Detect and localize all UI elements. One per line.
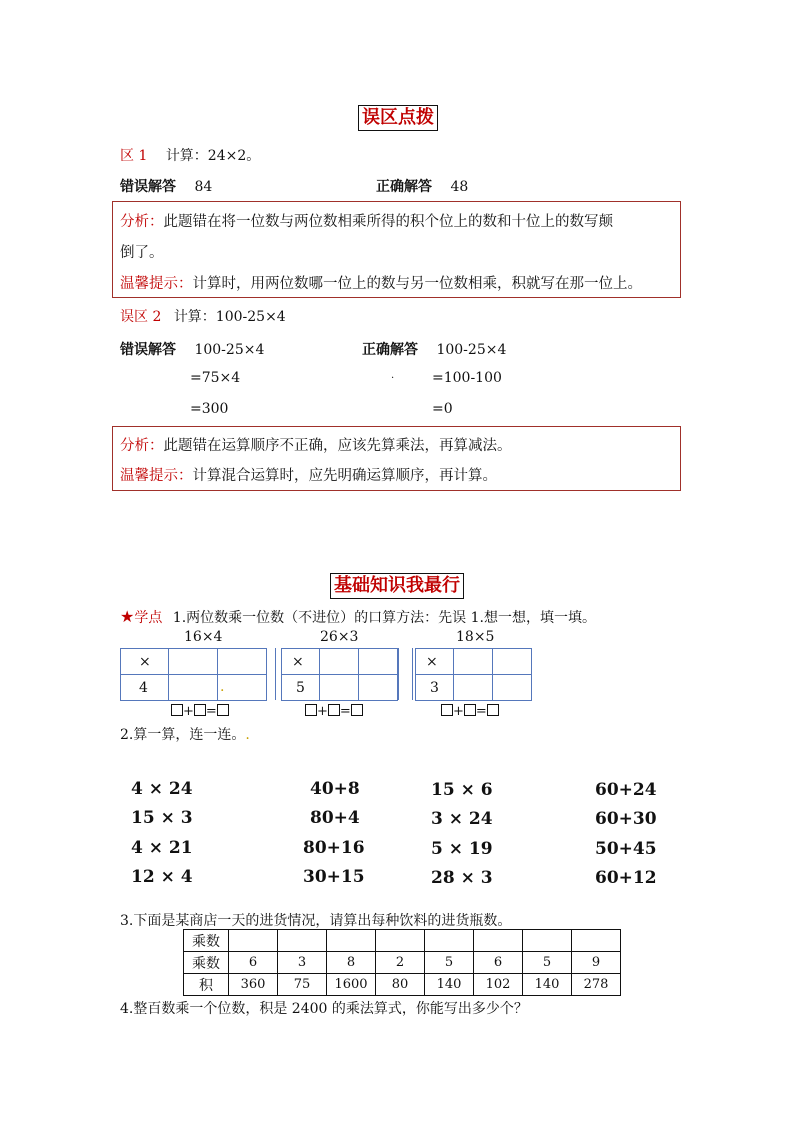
match-item[interactable]: 30+15 bbox=[303, 867, 365, 887]
match-item[interactable]: 80+4 bbox=[310, 808, 360, 828]
question-1-label: 区 1 bbox=[120, 148, 148, 164]
table-cell: 5 bbox=[523, 952, 572, 974]
plus-sign: + bbox=[317, 704, 328, 719]
table-cell: 6 bbox=[229, 952, 278, 974]
answer-box-icon[interactable] bbox=[194, 704, 206, 716]
intro-line bbox=[120, 607, 596, 627]
table-cell: 278 bbox=[572, 974, 621, 996]
grid-3-blank-d[interactable] bbox=[493, 675, 532, 701]
right-answer-value: 48 bbox=[450, 179, 469, 195]
q4-title: 4.整百数乘一个位数，积是 2400 的乘法算式，你能写出多少个？ bbox=[120, 1001, 528, 1017]
blank-cell[interactable] bbox=[327, 930, 376, 952]
question-2-text: 计算：100-25×4 bbox=[173, 309, 286, 325]
grid-3-op: × bbox=[426, 653, 438, 670]
q2-analysis-line bbox=[120, 434, 512, 455]
grid-1-blank-d[interactable] bbox=[218, 675, 267, 701]
equals-sign: = bbox=[205, 704, 217, 719]
tip-label: 温馨提示： bbox=[120, 468, 193, 484]
q2-title bbox=[120, 724, 250, 744]
equals-sign: = bbox=[339, 704, 351, 719]
tip-text: 计算时，用两位数哪一位上的数与另一位数相乘，积就写在那一位上。 bbox=[192, 276, 642, 292]
plus-sign: + bbox=[453, 704, 464, 719]
grid-1-blank-c[interactable] bbox=[169, 675, 218, 701]
q1-tip-line bbox=[120, 272, 642, 293]
table-cell: 1600 bbox=[327, 974, 376, 996]
grid-2-blank-c[interactable] bbox=[320, 675, 359, 701]
q2-tip-line bbox=[120, 464, 497, 485]
grid-2-blank-b[interactable] bbox=[359, 649, 398, 675]
table-cell: 140 bbox=[523, 974, 572, 996]
grid-1-expr: 16×4 bbox=[184, 629, 223, 645]
q1-analysis-box bbox=[112, 201, 681, 298]
section-title-mistakes: 误区点拨 bbox=[358, 105, 438, 131]
answer-box-icon[interactable] bbox=[464, 704, 476, 716]
grid-1-num: 4 bbox=[139, 679, 148, 696]
grid-2 bbox=[281, 648, 398, 701]
grid-3-blank-a[interactable] bbox=[454, 649, 493, 675]
q2-dot: . bbox=[245, 727, 250, 743]
right-answer-label: 正确解答 bbox=[362, 342, 418, 358]
match-item[interactable]: 60+24 bbox=[595, 780, 657, 800]
match-item[interactable]: 60+30 bbox=[595, 809, 657, 829]
answer-box-icon[interactable] bbox=[487, 704, 499, 716]
blank-cell[interactable] bbox=[523, 930, 572, 952]
grid-2-blank-a[interactable] bbox=[320, 649, 359, 675]
analysis-label: 分析： bbox=[120, 214, 164, 230]
answer-box-icon[interactable] bbox=[441, 704, 453, 716]
table-cell: 140 bbox=[425, 974, 474, 996]
table-cell: 6 bbox=[474, 952, 523, 974]
grid-3-expr: 18×5 bbox=[456, 629, 495, 645]
match-item[interactable]: 5 × 19 bbox=[431, 839, 493, 859]
grid-2-op: × bbox=[292, 653, 304, 670]
answer-box-icon[interactable] bbox=[305, 704, 317, 716]
blank-cell[interactable] bbox=[572, 930, 621, 952]
wrong-answer-label: 错误解答 bbox=[120, 342, 176, 358]
right-answer-expr: 100-25×4 bbox=[436, 342, 507, 358]
table-row bbox=[184, 930, 621, 952]
section-title-basics: 基础知识我最行 bbox=[330, 573, 464, 599]
grid-3-blank-c[interactable] bbox=[454, 675, 493, 701]
grid-2-formula bbox=[305, 704, 363, 719]
match-item[interactable]: 4 × 21 bbox=[131, 838, 193, 858]
table-cell: 3 bbox=[278, 952, 327, 974]
grid-separator-1 bbox=[266, 648, 276, 700]
star-label: 学点 bbox=[134, 610, 163, 626]
grid-1-formula bbox=[171, 704, 229, 719]
row-label: 乘数 bbox=[184, 952, 229, 974]
analysis-label: 分析： bbox=[120, 438, 164, 454]
row-label: 乘数 bbox=[184, 930, 229, 952]
match-item[interactable]: 50+45 bbox=[595, 839, 657, 859]
match-item[interactable]: 28 × 3 bbox=[431, 868, 493, 888]
blank-cell[interactable] bbox=[278, 930, 327, 952]
wrong-step-2: =300 bbox=[190, 401, 229, 417]
equals-sign: = bbox=[475, 704, 487, 719]
tip-label: 温馨提示： bbox=[120, 276, 193, 292]
right-answer-label: 正确解答 bbox=[376, 179, 432, 195]
grid-2-num: 5 bbox=[296, 679, 305, 696]
table-cell: 360 bbox=[229, 974, 278, 996]
q1-analysis-line1 bbox=[120, 210, 613, 231]
blank-cell[interactable] bbox=[229, 930, 278, 952]
answer-box-icon[interactable] bbox=[171, 704, 183, 716]
answer-box-icon[interactable] bbox=[217, 704, 229, 716]
right-step-2: =0 bbox=[432, 401, 453, 417]
table-cell: 75 bbox=[278, 974, 327, 996]
grid-2-blank-d[interactable] bbox=[359, 675, 398, 701]
wrong-step-1: =75×4 bbox=[190, 370, 241, 386]
question-1 bbox=[120, 145, 260, 165]
q1-analysis-line2: 倒了。 bbox=[120, 245, 164, 261]
table-cell: 9 bbox=[572, 952, 621, 974]
star-icon: ★ bbox=[120, 607, 135, 626]
plus-sign: + bbox=[183, 704, 194, 719]
grid-1-op: × bbox=[139, 653, 151, 670]
answer-box-icon[interactable] bbox=[328, 704, 340, 716]
question-2-label: 误区 2 bbox=[120, 309, 162, 325]
grid-separator-2 bbox=[398, 648, 413, 700]
stray-dot: . bbox=[391, 370, 395, 381]
match-item[interactable]: 80+16 bbox=[303, 838, 365, 858]
q3-title: 3.下面是某商店一天的进货情况，请算出每种饮料的进货瓶数。 bbox=[120, 913, 512, 929]
q1-wrong-answer bbox=[120, 176, 212, 196]
match-item[interactable]: 40+8 bbox=[310, 779, 360, 799]
right-step-1: =100-100 bbox=[432, 370, 502, 386]
table-cell: 80 bbox=[376, 974, 425, 996]
grid-2-expr: 26×3 bbox=[320, 629, 359, 645]
grid-1 bbox=[120, 648, 267, 701]
grid-1-blank-b[interactable] bbox=[218, 649, 267, 675]
blank-cell[interactable] bbox=[376, 930, 425, 952]
table-cell: 8 bbox=[327, 952, 376, 974]
q1-right-answer bbox=[376, 176, 468, 196]
table-cell: 2 bbox=[376, 952, 425, 974]
match-item[interactable]: 4 × 24 bbox=[131, 779, 193, 799]
match-item[interactable]: 15 × 3 bbox=[131, 808, 193, 828]
match-item[interactable]: 15 × 6 bbox=[431, 780, 493, 800]
q2-analysis-box bbox=[112, 426, 681, 491]
answer-box-icon[interactable] bbox=[351, 704, 363, 716]
grid-1-mark: . bbox=[220, 679, 225, 695]
q3-table bbox=[183, 929, 621, 996]
grid-1-blank-a[interactable] bbox=[169, 649, 218, 675]
wrong-answer-value: 84 bbox=[194, 179, 213, 195]
blank-cell[interactable] bbox=[474, 930, 523, 952]
analysis-text: 此题错在运算顺序不正确，应该先算乘法，再算减法。 bbox=[163, 438, 512, 454]
match-item[interactable]: 12 × 4 bbox=[131, 867, 193, 887]
table-row bbox=[184, 974, 621, 996]
intro-text: 1.两位数乘一位数（不进位）的口算方法：先误 1.想一想，填一填。 bbox=[172, 610, 596, 626]
analysis-text: 此题错在将一位数与两位数相乘所得的积个位上的数和十位上的数写颠 bbox=[163, 214, 613, 230]
table-row bbox=[184, 952, 621, 974]
table-cell: 5 bbox=[425, 952, 474, 974]
q2-right-answer bbox=[362, 339, 506, 359]
question-1-text: 计算：24×2。 bbox=[165, 148, 261, 164]
q2-wrong-answer bbox=[120, 339, 264, 359]
q2-title-text: 2.算一算，连一连。 bbox=[120, 727, 246, 743]
wrong-answer-expr: 100-25×4 bbox=[194, 342, 265, 358]
table-cell: 102 bbox=[474, 974, 523, 996]
row-label: 积 bbox=[184, 974, 229, 996]
question-2 bbox=[120, 306, 286, 326]
grid-3-formula bbox=[441, 704, 499, 719]
grid-3 bbox=[415, 648, 532, 701]
match-item[interactable]: 60+12 bbox=[595, 868, 657, 888]
tip-text: 计算混合运算时，应先明确运算顺序，再计算。 bbox=[192, 468, 497, 484]
grid-3-num: 3 bbox=[430, 679, 439, 696]
blank-cell[interactable] bbox=[425, 930, 474, 952]
grid-3-blank-b[interactable] bbox=[493, 649, 532, 675]
wrong-answer-label: 错误解答 bbox=[120, 179, 176, 195]
match-item[interactable]: 3 × 24 bbox=[431, 809, 493, 829]
